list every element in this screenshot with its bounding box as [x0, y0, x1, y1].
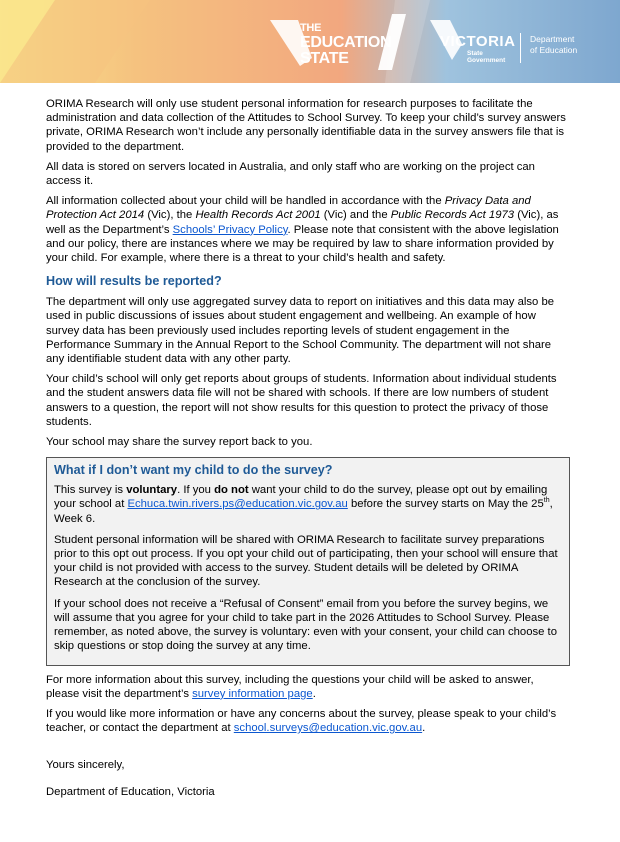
paragraph-legislation: All information collected about your child will be handled in accordance with the Privacy Data and Protection Act 2014 (Vic), the Health Records Act 2001 (Vic) and the Public Records Act 1973 (Vic), as well as the Department’s Schools’ Privacy Policy. Please note that consistent with the above legislation and our policy, there are instances where we may be required by law to share information provided by your child. For example, where there is a threat to your child’s health and safety.	[46, 195, 559, 265]
survey-info-link[interactable]: survey information page	[192, 687, 313, 700]
paragraph-orima-use: ORIMA Research will only use student personal information for research purposes to facilitate the administration and data collection of the Attitudes to School Survey. To keep your child’s survey answers private, ORIMA Research won’t include any personally identifiable data in the survey answers file that is provided to the department.	[46, 98, 566, 153]
opt-out-box	[46, 457, 570, 665]
education-state-logo: THE EDUCATION STATE	[300, 22, 392, 67]
signature-line: Department of Education, Victoria	[46, 785, 215, 798]
paragraph-voluntary: This survey is voluntary. If you do not want your child to do the survey, please opt out by emailing your school at Echuca.twin.rivers.ps@education.vic.gov.au before the survey starts on May the 25th, Week 6.	[54, 484, 553, 525]
privacy-policy-link[interactable]: Schools’ Privacy Policy	[172, 223, 288, 236]
section-heading-results: How will results be reported?	[46, 274, 222, 289]
paragraph-data-storage: All data is stored on servers located in Australia, and only staff who are working on the project can access it.	[46, 160, 535, 188]
school-email-link[interactable]: Echuca.twin.rivers.ps@education.vic.gov.au	[127, 498, 348, 511]
paragraph-school-reports: Your child’s school will only get reports about groups of students. Information about individual students and the student answers data file will not be shared with schools. If there are low numbers of student answers to a question, the report will not show results for this question to protect the privacy of those students.	[46, 373, 557, 428]
letter-body	[46, 97, 570, 805]
paragraph-more-info: For more information about this survey, including the questions your child will be asked to answer, please visit the department’s survey information page.	[46, 673, 534, 700]
state-government-text: State Government	[467, 50, 506, 64]
paragraph-aggregated-data: The department will only use aggregated survey data to report on initiatives and this data may also be used in public discussions of issues about student engagement and wellbeing. An example of how survey data has been previously used includes reporting levels of student engagement in the Performance Summary in the Annual Report to the School Community. The department will not share any identifiable student data with any other party.	[46, 296, 555, 366]
paragraph-share-report: Your school may share the survey report back to you.	[46, 436, 313, 449]
logo-divider	[520, 33, 521, 63]
closing-salutation: Yours sincerely,	[46, 759, 125, 772]
paragraph-personal-info: Student personal information will be shared with ORIMA Research to facilitate survey preparations prior to this opt out process. If you opt your child out of participating, then your school will ensure that your child is not provided with access to the survey. Student details will be deleted by ORIMA Research at the conclusion of the survey.	[54, 533, 558, 589]
paragraph-contact: If you would like more information or have any concerns about the survey, please speak to your child’s teacher, or contact the department at school.surveys@education.vic.gov.au.	[46, 707, 557, 735]
surveys-email-link[interactable]: school.surveys@education.vic.gov.au	[233, 722, 423, 735]
paragraph-refusal-consent: If your school does not receive a “Refusal of Consent” email from you before the survey begins, we will assume that you agree for your child to take part in the 2026 Attitudes to School Survey. Please remember, as noted above, the survey is voluntary: even with your consent, your child can choose to skip questions or stop doing the survey at any time.	[54, 597, 557, 653]
victoria-logo-text: VICTORIA	[440, 33, 516, 50]
header-banner	[0, 0, 620, 83]
department-logo-text: Department of Education	[530, 34, 578, 55]
opt-out-heading: What if I don’t want my child to do the survey?	[54, 463, 333, 478]
